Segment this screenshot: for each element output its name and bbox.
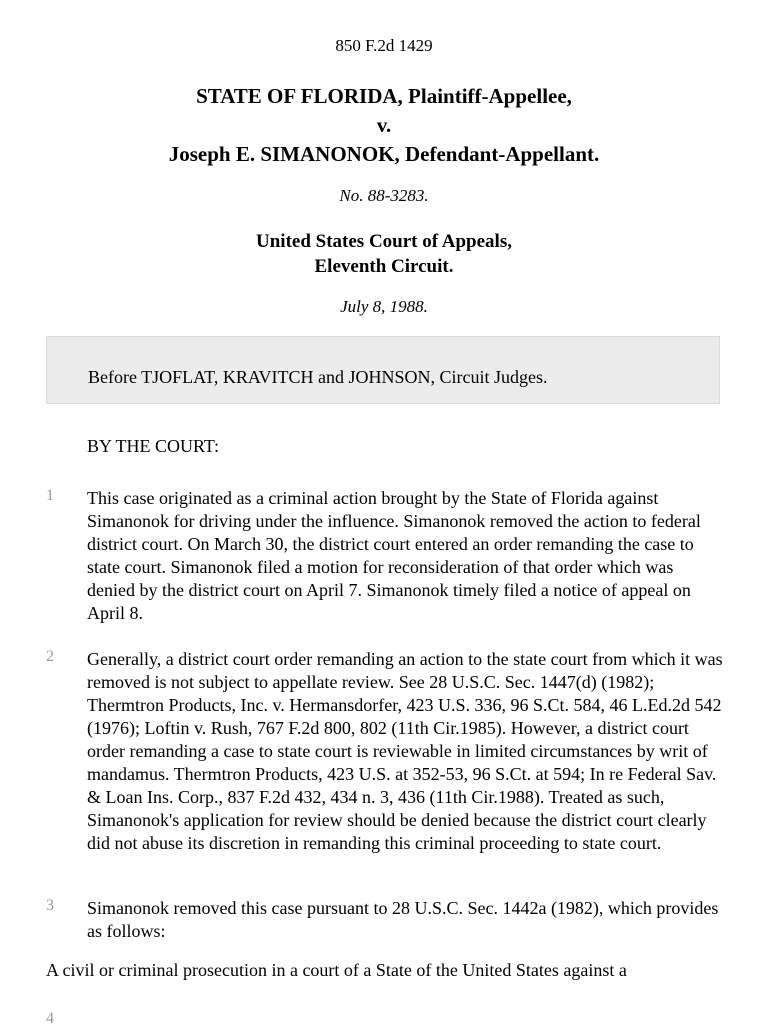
judges-panel (46, 336, 720, 404)
paragraph-number: 2 (46, 648, 54, 665)
paragraph-text: Generally, a district court order remanding an action to the state court from which it was removed is not subject to appellate review. See 28 U.S.C. Sec. 1447(d) (1982); Thermtron Products, Inc. v. Hermansdorfer, 423 U.S. 336, 96 S.Ct. 584, 46 L.Ed.2d 542 (1976); Loftin v. Rush, 767 F.2d 800, 802 (11th Cir.1985). However, a district court order remanding a case to state court is reviewable in limited circumstances by writ of mandamus. Thermtron Products, 423 U.S. at 352-53, 96 S.Ct. at 594; In re Federal Sav. & Loan Ins. Corp., 837 F.2d 432, 434 n. 3, 436 (11th Cir.1988). Treated as such, Simanonok's application for review should be denied because the district court clearly did not abuse its discretion in remanding this criminal proceeding to state court. (87, 649, 723, 853)
statute-quote: A civil or criminal prosecution in a court of a State of the United States against a (46, 960, 627, 980)
paragraph-text: This case originated as a criminal action brought by the State of Florida against Simanonok for driving under the influence. Simanonok removed the action to federal district court. On March 30, the district court entered an order remanding the case to state court. Simanonok filed a motion for reconsideration of that order which was denied by the district court on April 7. Simanonok timely filed a notice of appeal on April 8. (87, 488, 701, 623)
paragraph-number: 3 (46, 897, 54, 914)
court-name-line-2: Eleventh Circuit. (314, 256, 454, 277)
defendant-line: Joseph E. SIMANONOK, Defendant-Appellant. (168, 142, 600, 166)
case-citation: 850 F.2d 1429 (335, 36, 433, 55)
versus-line: v. (376, 113, 392, 137)
judges-text: Before TJOFLAT, KRAVITCH and JOHNSON, Circuit Judges. (88, 367, 548, 387)
docket-number: No. 88-3283. (339, 186, 429, 205)
paragraph-number: 1 (46, 487, 54, 504)
court-name-line-1: United States Court of Appeals, (256, 231, 512, 252)
paragraph-text: Simanonok removed this case pursuant to 28 U.S.C. Sec. 1442a (1982), which provides as follows: (87, 898, 719, 941)
court-name (0, 229, 768, 279)
by-the-court-heading: BY THE COURT: (87, 436, 220, 456)
plaintiff-line: STATE OF FLORIDA, Plaintiff-Appellee, (196, 84, 572, 108)
case-caption (0, 82, 768, 169)
paragraph-number-partial: 4 (46, 1010, 54, 1027)
decision-date: July 8, 1988. (340, 297, 428, 316)
